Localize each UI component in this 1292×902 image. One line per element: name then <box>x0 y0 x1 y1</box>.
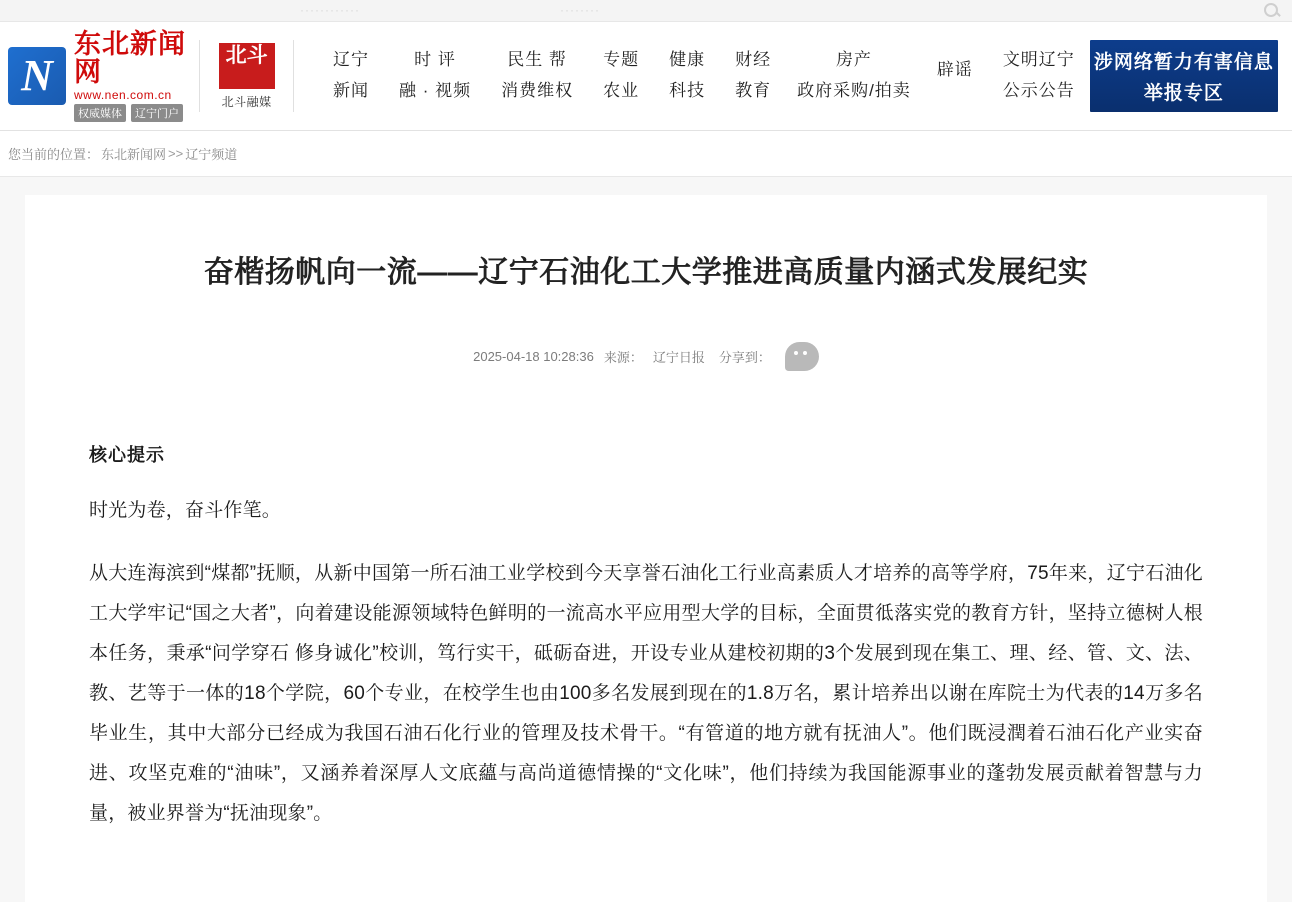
nav-label: 时 评 <box>414 50 456 70</box>
header-divider <box>199 40 200 112</box>
nav-label: 房产 <box>835 50 872 70</box>
page-body <box>0 177 1292 902</box>
brand-tag-portal: 辽宁门户 <box>131 104 183 122</box>
header-divider-2 <box>293 40 294 112</box>
nav-item-liaoning[interactable] <box>318 51 384 100</box>
search-icon[interactable] <box>1264 3 1278 17</box>
breadcrumb-item-channel[interactable]: 辽宁频道 <box>185 147 238 162</box>
core-tip-heading: 核心提示 <box>89 444 165 465</box>
page-title: 奋楷扬帆向一流——辽宁石油化工大学推进高质量内涵式发展纪实 <box>203 256 1089 289</box>
breadcrumb-separator: >> <box>168 146 184 161</box>
nav-label: 农业 <box>603 81 640 100</box>
nen-n-logo-icon: N <box>8 47 66 105</box>
nav-label: 科技 <box>669 81 706 100</box>
top-faint-text-b: ········ <box>560 3 600 17</box>
site-logo[interactable] <box>0 30 189 123</box>
article-source-label: 来源： <box>603 349 643 365</box>
article-source: 辽宁日报 <box>652 349 705 365</box>
article-meta <box>89 342 1203 371</box>
brand-name: 东北新闻网 <box>74 28 186 87</box>
banner-line-2: 举报专区 <box>1143 83 1224 104</box>
nav-item-livelihood[interactable] <box>486 51 588 100</box>
article-paragraph: 从大连海滨到“煤都”抚顺，从新中国第一所石油工业学校到今天享誉石油化工行业高素质人才培养的高等学府，75年来，辽宁石油化工大学牢记“国之大者”，向着建设能源领域特色鲜明的一流高水平应用型大学的目标，全面贯彽落实党的教育方针，坚持立德树人根本任务，秉承“问学穿石 修身诚化”校训，笃行实干，砥砺奋进，开设专业从建校初期的3个发展到现在集工、理、经、管、文、法、教、艺等于一体的18个学院，60个专业，在校学生也由100多名发展到现在的1.8万名，累计培养出以谢在库院士为代表的14万多名毕业生，其中大部分已经成为我国石油石化行业的管理及技术骨干。“有管道的地方就有抚油人”。他们既浸潤着石油石化产业实奋进、攻坚克难的“油味”，又涵养着深厚人文底蘊与高尚道德情操的“文化味”，他们持续为我国能源事业的蓬勃发展贡献着智慧与力量，被业界誉为“抚油现象”。 <box>89 563 1203 824</box>
beidou-badge: 北斗 <box>219 43 275 89</box>
nav-label: 辟谣 <box>936 59 973 79</box>
site-header <box>0 22 1292 131</box>
nav-label: 融 · 视频 <box>398 81 472 100</box>
nav-label: 健康 <box>669 50 706 70</box>
article-paragraph: 时光为卷，奋斗作笔。 <box>89 499 282 521</box>
nav-label: 辽宁 <box>332 50 369 70</box>
nav-label: 新闻 <box>332 81 369 100</box>
banner-line-1: 涉网络暂力有害信息 <box>1093 52 1274 73</box>
nav-item-finance[interactable] <box>720 51 786 100</box>
breadcrumb <box>0 131 1292 177</box>
wechat-icon[interactable] <box>785 342 819 371</box>
article-container <box>25 195 1267 902</box>
share-label: 分享到： <box>718 349 771 365</box>
nav-label: 文明辽宁 <box>1002 50 1075 70</box>
article-timestamp: 2025-04-18 10:28:36 <box>473 348 594 364</box>
nav-item-civilization[interactable] <box>988 51 1090 100</box>
page-scrollbar[interactable] <box>1286 22 1292 902</box>
nav-label: 教育 <box>735 81 772 100</box>
nav-label: 消费维权 <box>501 81 574 100</box>
brand-url: www.nen.com.cn <box>74 88 172 103</box>
nav-item-commentary[interactable] <box>384 51 486 100</box>
breadcrumb-item-home[interactable]: 东北新闻网 <box>101 147 167 162</box>
report-banner[interactable] <box>1090 40 1278 112</box>
nav-label: 财经 <box>735 50 772 70</box>
main-nav <box>304 51 1090 100</box>
brand-tag-authority: 权威媒体 <box>74 104 126 122</box>
nav-item-realestate[interactable] <box>786 51 922 100</box>
beidou-logo[interactable] <box>210 43 283 110</box>
beidou-caption: 北斗融媒 <box>221 94 272 109</box>
nav-item-rumor[interactable] <box>922 61 988 92</box>
top-faint-text-a: ············ <box>300 3 360 17</box>
nav-item-topics[interactable] <box>588 51 654 100</box>
nav-label: 民生 帮 <box>507 50 567 70</box>
breadcrumb-prefix: 您当前的位置： <box>8 147 100 162</box>
nav-item-health[interactable] <box>654 51 720 100</box>
top-utility-bar <box>0 0 1292 22</box>
nav-label: 政府采购/拍卖 <box>797 81 911 100</box>
nav-label: 专题 <box>603 50 640 70</box>
nav-label: 公示公告 <box>1002 81 1075 100</box>
